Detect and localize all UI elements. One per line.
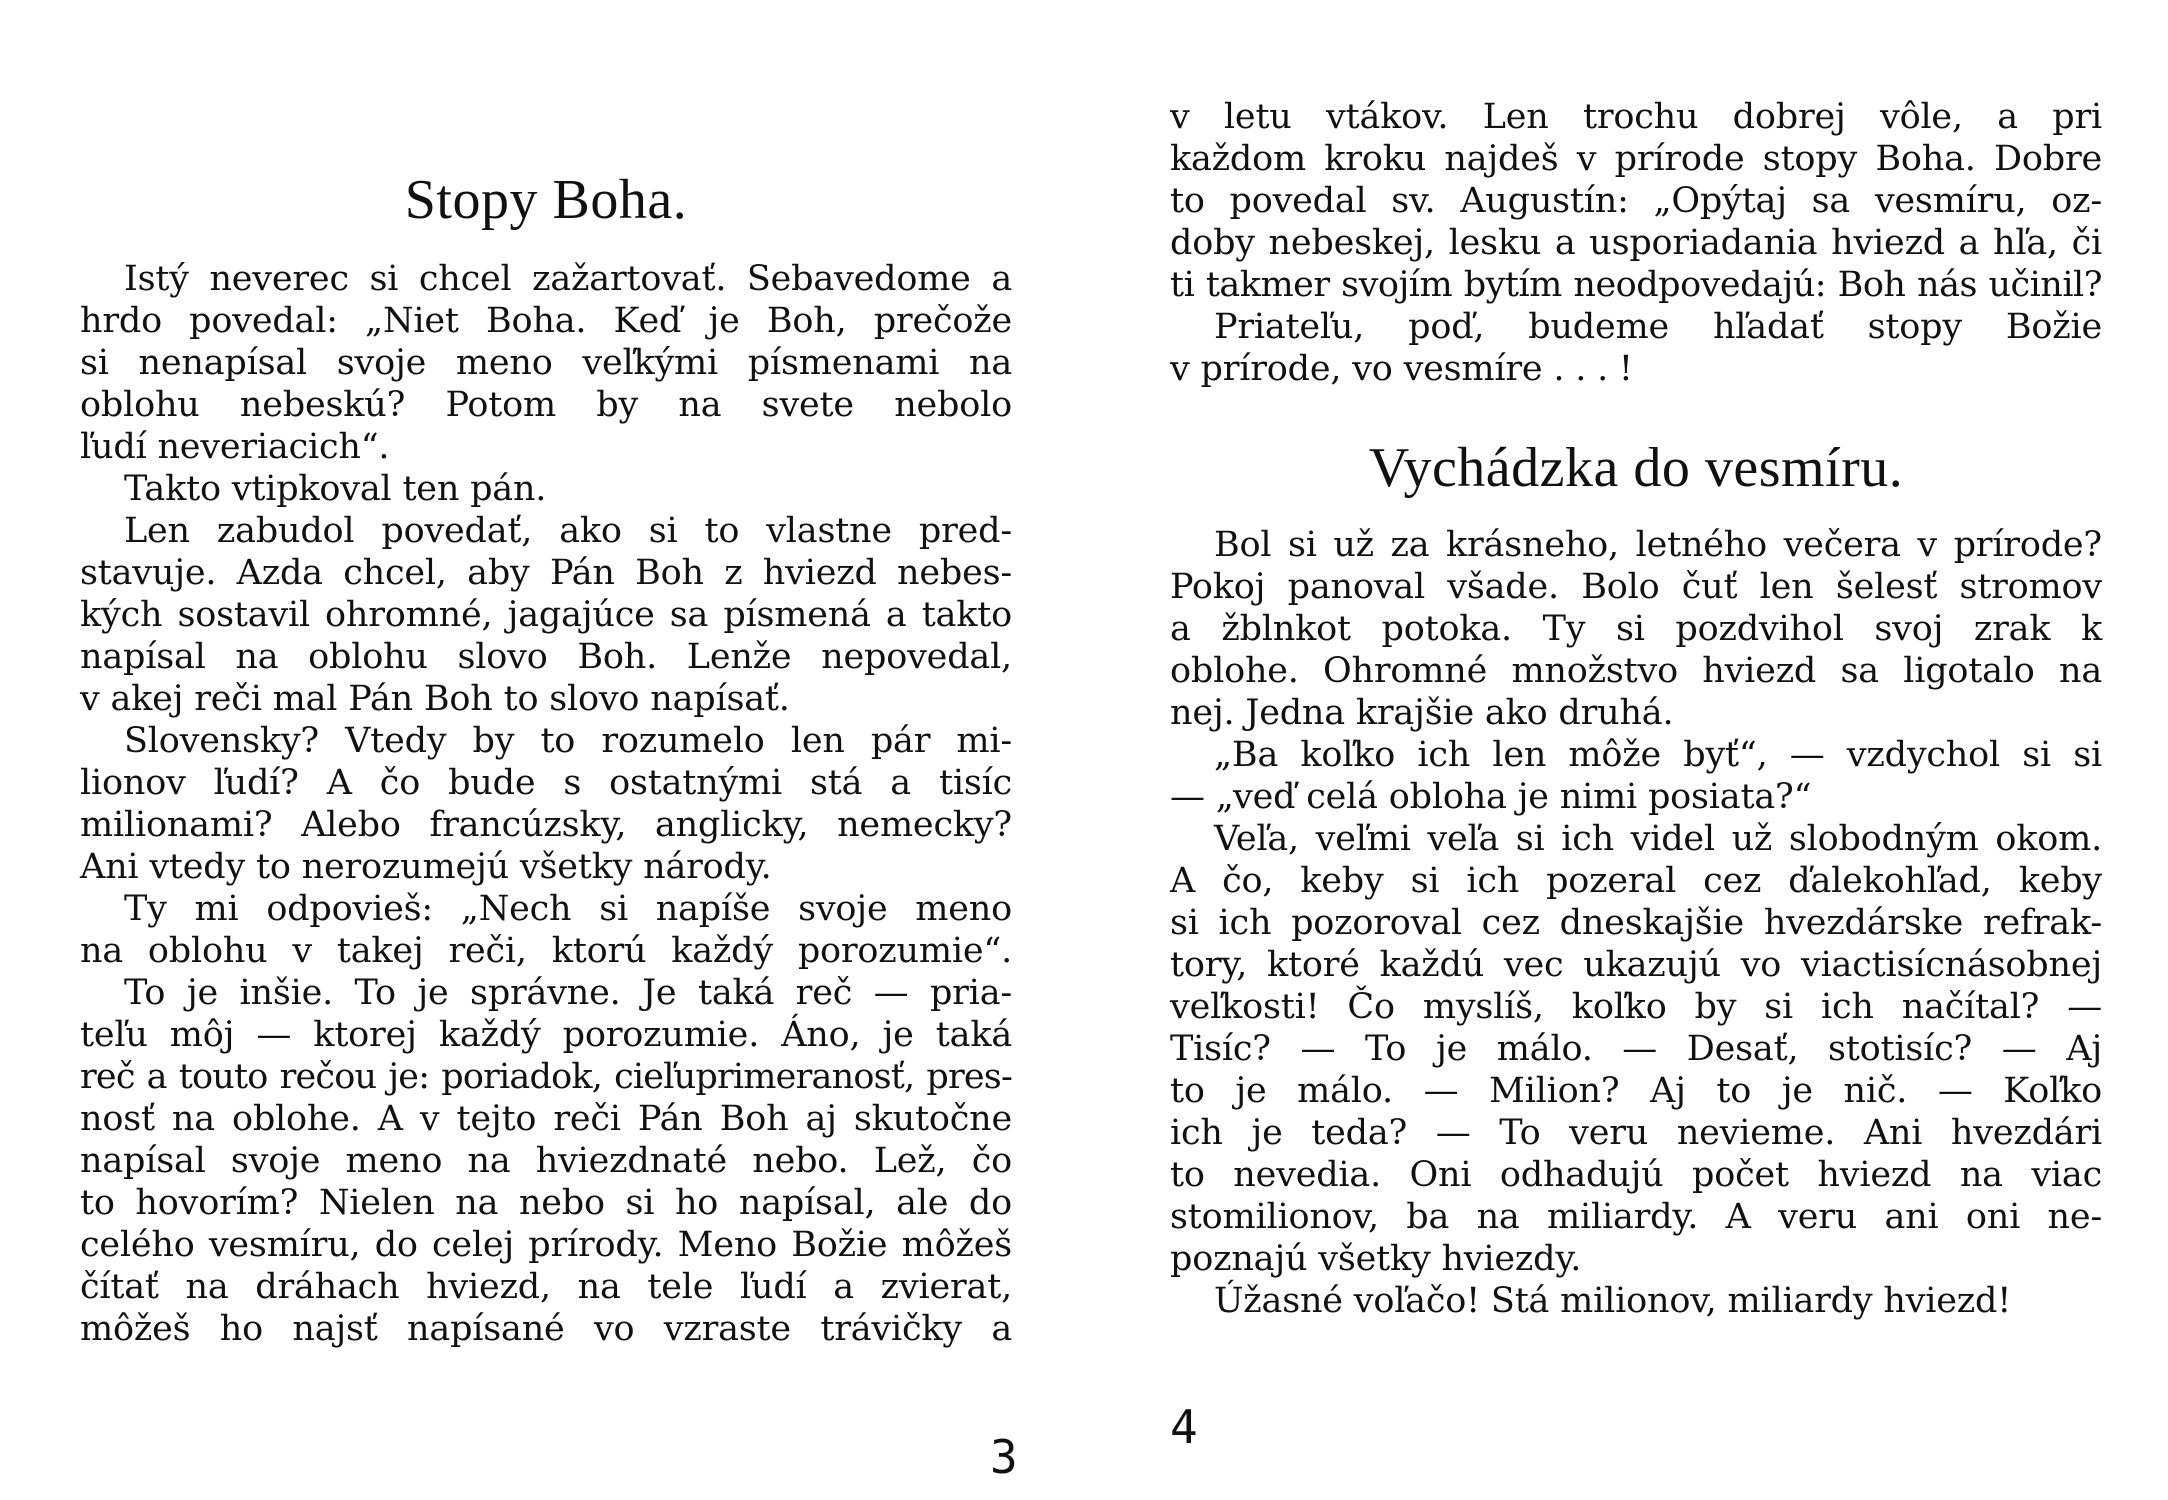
text-line: — „veď celá obloha je nimi posiata?“ bbox=[1170, 777, 1812, 817]
text-line: A čo, keby si ich pozeral cez ďalekohľad, keby bbox=[1170, 861, 2102, 901]
text-line: Úžasné voľačo! Stá milionov, miliardy hviezd! bbox=[1214, 1281, 2012, 1321]
text-line: napísal svoje meno na hviezdnaté nebo. Lež, čo bbox=[80, 1141, 1012, 1181]
text-line: ti takmer svojím bytím neodpovedajú: Boh nás učinil? bbox=[1170, 265, 2102, 305]
text-line: si ich pozoroval cez dneskajšie hvezdárske refrak- bbox=[1170, 903, 2102, 943]
text-line: Veľa, veľmi veľa si ich videl už slobodným okom. bbox=[1214, 819, 2102, 859]
text-line: Bol si už za krásneho, letného večera v prírode? bbox=[1214, 525, 2102, 565]
text-line: každom kroku najdeš v prírode stopy Boha. Dobre bbox=[1170, 139, 2102, 179]
page-number-right: 4 bbox=[1170, 1400, 1198, 1454]
text-line: hrdo povedal: „Niet Boha. Keď je Boh, prečože bbox=[80, 301, 1012, 341]
chapter-title-vychadzka: Vychádzka do vesmíru. bbox=[1368, 437, 1904, 499]
text-line: v akej reči mal Pán Boh to slovo napísať. bbox=[80, 679, 790, 719]
text-line: nej. Jedna krajšie ako druhá. bbox=[1170, 693, 1674, 733]
text-line: Ty mi odpovieš: „Nech si napíše svoje meno bbox=[124, 889, 1012, 929]
text-line: poznajú všetky hviezdy. bbox=[1170, 1239, 1582, 1279]
text-line: veľkosti! Čo myslíš, koľko by si ich načítal? — bbox=[1170, 987, 2102, 1027]
text-line: na oblohu v takej reči, ktorú každý porozumie“. bbox=[80, 931, 1012, 971]
text-line: čítať na dráhach hviezd, na tele ľudí a zvierat, bbox=[80, 1267, 1012, 1307]
text-line: oblohe. Ohromné množstvo hviezd sa ligotalo na bbox=[1170, 651, 2102, 691]
text-line: Slovensky? Vtedy by to rozumelo len pár mi- bbox=[124, 721, 1012, 761]
text-line: ich je teda? — To veru nevieme. Ani hvezdári bbox=[1170, 1113, 2102, 1153]
chapter-title-stopy-boha: Stopy Boha. bbox=[404, 169, 688, 231]
text-line: To je inšie. To je správne. Je taká reč — pria- bbox=[124, 973, 1012, 1013]
text-line: v prírode, vo vesmíre . . . ! bbox=[1170, 349, 1633, 389]
text-line: to hovorím? Nielen na nebo si ho napísal, ale do bbox=[80, 1183, 1012, 1223]
text-line: teľu môj — ktorej každý porozumie. Áno, je taká bbox=[80, 1015, 1012, 1055]
text-line: v letu vtákov. Len trochu dobrej vôle, a pri bbox=[1170, 97, 2102, 137]
text-line: to nevedia. Oni odhadujú počet hviezd na viac bbox=[1170, 1155, 2102, 1195]
text-line: Len zabudol povedať, ako si to vlastne pred- bbox=[124, 511, 1012, 551]
page-number-left: 3 bbox=[990, 1430, 1018, 1484]
text-line: reč a touto rečou je: poriadok, cieľuprimeranosť, pres- bbox=[80, 1057, 1012, 1097]
left-text-column bbox=[80, 258, 1012, 1350]
text-line: celého vesmíru, do celej prírody. Meno Božie môžeš bbox=[80, 1225, 1012, 1265]
right-text-column-bottom bbox=[1170, 524, 2102, 1322]
text-line: Tisíc? — To je málo. — Desať, stotisíc? — Aj bbox=[1170, 1029, 2102, 1069]
text-line: lionov ľudí? A čo bude s ostatnými stá a tisíc bbox=[80, 763, 1012, 803]
text-line: si nenapísal svoje meno veľkými písmenami na bbox=[80, 343, 1012, 383]
text-line: Istý neverec si chcel zažartovať. Sebavedome a bbox=[124, 259, 1012, 299]
text-line: napísal na oblohu slovo Boh. Lenže nepovedal, bbox=[80, 637, 1012, 677]
text-line: „Ba koľko ich len môže byť“, — vzdychol si si bbox=[1214, 735, 2102, 775]
text-line: ľudí neveriacich“. bbox=[80, 427, 390, 467]
text-line: Ani vtedy to nerozumejú všetky národy. bbox=[80, 847, 772, 887]
text-line: tory, ktoré každú vec ukazujú vo viactisícnásobnej bbox=[1170, 945, 2102, 985]
right-text-column-top bbox=[1170, 96, 2102, 390]
text-line: a žblnkot potoka. Ty si pozdvihol svoj zrak k bbox=[1170, 609, 2102, 649]
text-line: Priateľu, poď, budeme hľadať stopy Božie bbox=[1214, 307, 2102, 347]
text-line: kých sostavil ohromné, jagajúce sa písmená a takto bbox=[80, 595, 1012, 635]
text-line: oblohu nebeskú? Potom by na svete nebolo bbox=[80, 385, 1012, 425]
text-line: stomilionov, ba na miliardy. A veru ani oni ne- bbox=[1170, 1197, 2102, 1237]
right-page bbox=[1084, 0, 2168, 1500]
text-line: to povedal sv. Augustín: „Opýtaj sa vesmíru, oz- bbox=[1170, 181, 2102, 221]
text-line: môžeš ho najsť napísané vo vzraste trávičky a bbox=[80, 1309, 1012, 1349]
text-line: doby nebeskej, lesku a usporiadania hviezd a hľa, či bbox=[1170, 223, 2102, 263]
text-line: Takto vtipkoval ten pán. bbox=[124, 469, 547, 509]
text-line: milionami? Alebo francúzsky, anglicky, nemecky? bbox=[80, 805, 1012, 845]
text-line: to je málo. — Milion? Aj to je nič. — Koľko bbox=[1170, 1071, 2102, 1111]
text-line: stavuje. Azda chcel, aby Pán Boh z hviezd nebes- bbox=[80, 553, 1012, 593]
text-line: Pokoj panoval všade. Bolo čuť len šelesť stromov bbox=[1170, 567, 2102, 607]
text-line: nosť na oblohe. A v tejto reči Pán Boh aj skutočne bbox=[80, 1099, 1012, 1139]
